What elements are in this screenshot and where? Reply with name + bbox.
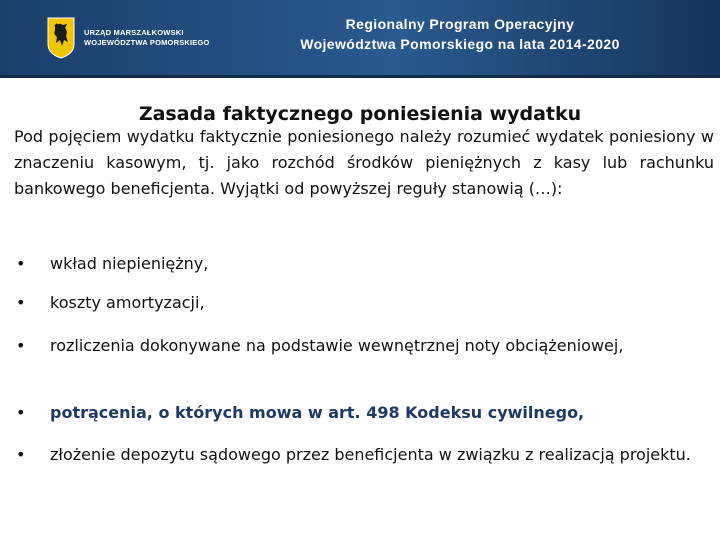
intro-paragraph: Pod pojęciem wydatku faktycznie poniesionego należy rozumieć wydatek poniesiony w znaczeniu kasowym, tj. jako rozchód środków pieniężnych z kasy lub rachunku bankowego beneficjenta. Wyjątki od powyższej reguły stanowią (…): bbox=[14, 127, 714, 198]
list-item-text: złożenie depozytu sądowego przez beneficjenta w związku z realizacją projektu. bbox=[50, 445, 691, 464]
bullet-dot-icon: • bbox=[16, 336, 26, 355]
program-title bbox=[240, 14, 680, 54]
list-item-text: koszty amortyzacji, bbox=[50, 293, 205, 312]
logo-line-1: URZĄD MARSZAŁKOWSKI bbox=[84, 28, 184, 37]
header-bar bbox=[0, 0, 720, 78]
list-item bbox=[14, 290, 714, 316]
logo bbox=[46, 16, 210, 60]
griffin-crest-icon bbox=[46, 16, 76, 60]
bullet-dot-icon: • bbox=[16, 254, 26, 273]
logo-text bbox=[84, 28, 210, 48]
bullet-dot-icon: • bbox=[16, 293, 26, 312]
list-item bbox=[14, 442, 714, 468]
list-item-text: wkład niepieniężny, bbox=[50, 254, 209, 273]
slide-title: Zasada faktycznego poniesienia wydatku bbox=[138, 103, 582, 125]
list-item-text: potrącenia, o których mowa w art. 498 Kodeksu cywilnego, bbox=[50, 403, 585, 422]
bullet-dot-icon: • bbox=[16, 403, 26, 422]
list-item-text: rozliczenia dokonywane na podstawie wewnętrznej noty obciążeniowej, bbox=[50, 336, 624, 355]
bullet-dot-icon: • bbox=[16, 445, 26, 464]
list-item bbox=[14, 251, 714, 277]
program-title-line-1: Regionalny Program Operacyjny bbox=[345, 16, 575, 32]
list-item bbox=[14, 400, 714, 426]
list-item bbox=[14, 333, 714, 359]
logo-line-2: WOJEWÓDZTWA POMORSKIEGO bbox=[84, 38, 210, 47]
program-title-line-2: Województwa Pomorskiego na lata 2014-2020 bbox=[300, 36, 620, 52]
